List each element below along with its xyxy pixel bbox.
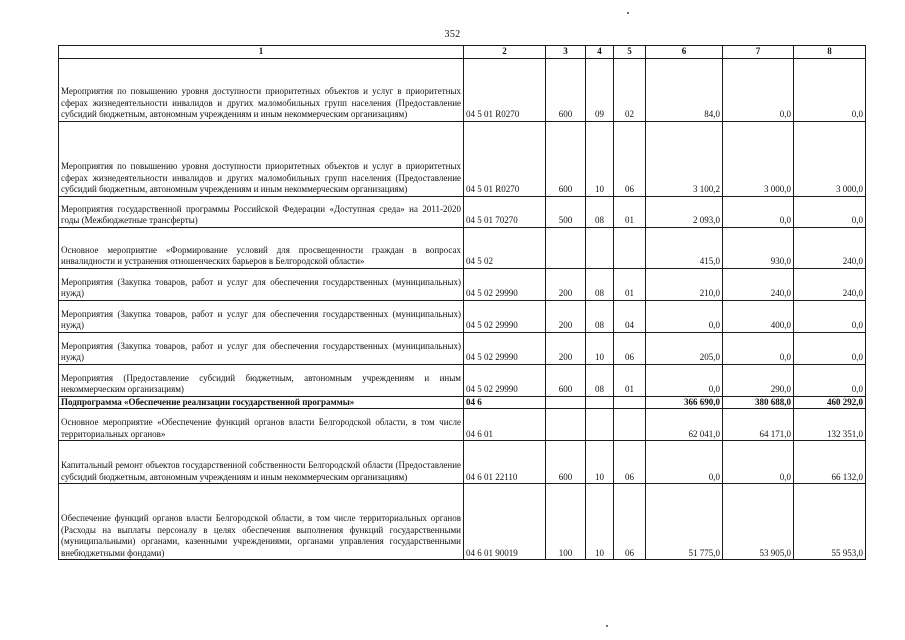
table-row [59,121,866,196]
row-col5: 02 [614,58,646,121]
row-col3: 200 [546,268,586,300]
row-col4: 10 [586,484,614,560]
row-name: Мероприятия по повышению уровня доступности приоритетных объектов и услуг в приоритетных сферах жизнедеятельности инвалидов и других маломобильных групп населения (Предоставление субсидий бюджетным, автономным учреждениям и иным некоммерческим организациям) [59,121,464,196]
row-col5: 04 [614,300,646,332]
table-row [59,196,866,227]
row-code: 04 5 02 29990 [464,364,546,396]
row-value-7: 0,0 [723,58,794,121]
row-value-6: 3 100,2 [646,121,723,196]
table-header-row [59,46,866,59]
table-row [59,227,866,268]
row-value-6: 0,0 [646,364,723,396]
row-code: 04 6 01 90019 [464,484,546,560]
row-value-6: 51 775,0 [646,484,723,560]
row-col5 [614,409,646,441]
row-col3: 200 [546,300,586,332]
header-col-1: 1 [59,46,464,59]
row-col4: 10 [586,121,614,196]
table-row [59,364,866,396]
row-col3: 600 [546,121,586,196]
row-value-6: 84,0 [646,58,723,121]
table-row [59,300,866,332]
row-value-8: 55 953,0 [794,484,866,560]
row-value-6: 2 093,0 [646,196,723,227]
row-value-8: 3 000,0 [794,121,866,196]
row-col3: 600 [546,364,586,396]
table-row [59,396,866,409]
header-col-4: 4 [586,46,614,59]
row-col4 [586,227,614,268]
page-number: 352 [444,29,461,40]
row-col5: 06 [614,121,646,196]
row-value-6: 366 690,0 [646,396,723,409]
row-code: 04 5 01 70270 [464,196,546,227]
row-name: Капитальный ремонт объектов государственной собственности Белгородской области (Предоставление субсидий бюджетным, автономным учреждениям и иным некоммерческим организациям) [59,441,464,484]
row-col5 [614,227,646,268]
row-value-7: 0,0 [723,332,794,364]
row-value-6: 415,0 [646,227,723,268]
row-code: 04 5 02 [464,227,546,268]
budget-table [58,45,866,560]
row-value-7: 0,0 [723,441,794,484]
row-col3: 200 [546,332,586,364]
header-col-2: 2 [464,46,546,59]
row-code: 04 5 02 29990 [464,332,546,364]
row-value-6: 62 041,0 [646,409,723,441]
row-col3 [546,227,586,268]
row-name: Мероприятия по повышению уровня доступности приоритетных объектов и услуг в приоритетных сферах жизнедеятельности инвалидов и других маломобильных групп населения (Предоставление субсидий бюджетным, автономным учреждениям и иным некоммерческим организациям) [59,58,464,121]
scan-speck [606,625,608,627]
row-col4: 10 [586,441,614,484]
row-col5: 01 [614,268,646,300]
table-row [59,484,866,560]
row-value-7: 53 905,0 [723,484,794,560]
row-value-6: 205,0 [646,332,723,364]
row-value-8: 0,0 [794,364,866,396]
row-value-8: 0,0 [794,196,866,227]
row-col4: 10 [586,332,614,364]
row-col5: 06 [614,484,646,560]
row-name: Подпрограмма «Обеспечение реализации государственной программы» [59,396,464,409]
row-value-8: 240,0 [794,227,866,268]
row-col5: 06 [614,332,646,364]
row-value-8: 66 132,0 [794,441,866,484]
row-code: 04 6 [464,396,546,409]
header-col-5: 5 [614,46,646,59]
row-name: Мероприятия государственной программы Российской Федерации «Доступная среда» на 2011-2020 годы (Межбюджетные трансферты) [59,196,464,227]
table-row [59,58,866,121]
row-code: 04 5 02 29990 [464,268,546,300]
row-code: 04 6 01 [464,409,546,441]
row-name: Мероприятия (Закупка товаров, работ и услуг для обеспечения государственных (муниципальных) нужд) [59,300,464,332]
row-col4: 09 [586,58,614,121]
row-col3 [546,396,586,409]
row-name: Мероприятия (Закупка товаров, работ и услуг для обеспечения государственных (муниципальных) нужд) [59,332,464,364]
table-row [59,268,866,300]
row-col4: 08 [586,300,614,332]
row-col5: 01 [614,196,646,227]
table-row [59,332,866,364]
row-value-7: 380 688,0 [723,396,794,409]
row-value-8: 0,0 [794,332,866,364]
row-name: Мероприятия (Предоставление субсидий бюджетным, автономным учреждениям и иным некоммерческим организациям) [59,364,464,396]
row-value-8: 240,0 [794,268,866,300]
row-col4 [586,396,614,409]
header-col-7: 7 [723,46,794,59]
row-col5: 01 [614,364,646,396]
row-value-8: 0,0 [794,58,866,121]
row-name: Обеспечение функций органов власти Белгородской области, в том числе территориальных органов (Расходы на выплаты персоналу в целях обеспечения выполнения функций государственными (муниципальными) органами, казенными учреждениями, органами управления государственными внебюджетными фондами) [59,484,464,560]
row-value-7: 930,0 [723,227,794,268]
row-value-7: 64 171,0 [723,409,794,441]
row-col3: 600 [546,441,586,484]
row-value-7: 290,0 [723,364,794,396]
row-value-7: 400,0 [723,300,794,332]
header-col-6: 6 [646,46,723,59]
row-value-7: 3 000,0 [723,121,794,196]
row-col5 [614,396,646,409]
row-value-6: 0,0 [646,300,723,332]
header-col-3: 3 [546,46,586,59]
row-code: 04 5 02 29990 [464,300,546,332]
row-col3 [546,409,586,441]
scan-speck [627,12,629,14]
row-col5: 06 [614,441,646,484]
table-row [59,409,866,441]
row-col3: 600 [546,58,586,121]
table-row [59,441,866,484]
row-value-6: 0,0 [646,441,723,484]
row-value-7: 0,0 [723,196,794,227]
row-value-8: 132 351,0 [794,409,866,441]
row-col4: 08 [586,268,614,300]
row-col4: 08 [586,196,614,227]
row-col3: 500 [546,196,586,227]
row-col3: 100 [546,484,586,560]
row-value-8: 0,0 [794,300,866,332]
row-name: Основное мероприятие «Формирование условий для просвещенности граждан в вопросах инвалидности и устранения отношенческих барьеров в Белгородской области» [59,227,464,268]
row-name: Основное мероприятие «Обеспечение функций органов власти Белгородской области, в том числе территориальных органов» [59,409,464,441]
row-col4 [586,409,614,441]
header-col-8: 8 [794,46,866,59]
row-code: 04 6 01 22110 [464,441,546,484]
row-value-6: 210,0 [646,268,723,300]
row-value-7: 240,0 [723,268,794,300]
row-code: 04 5 01 R0270 [464,121,546,196]
row-col4: 08 [586,364,614,396]
row-value-8: 460 292,0 [794,396,866,409]
row-name: Мероприятия (Закупка товаров, работ и услуг для обеспечения государственных (муниципальных) нужд) [59,268,464,300]
row-code: 04 5 01 R0270 [464,58,546,121]
